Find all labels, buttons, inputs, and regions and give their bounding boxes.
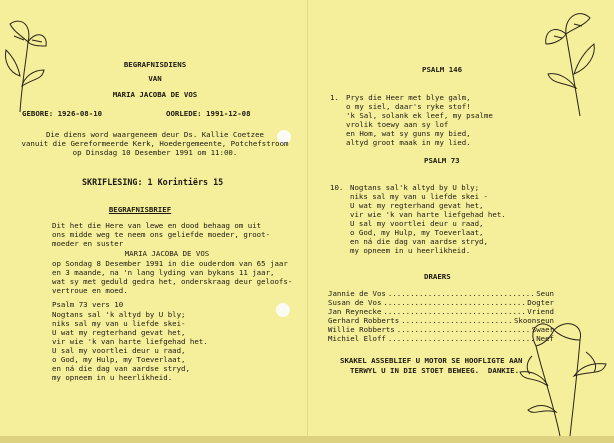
- psalm-146-line-4: vrolik toewy aan sy lof: [346, 120, 449, 129]
- psalm-line-1: Nogtans sal 'k altyd by U bly;: [52, 310, 186, 319]
- psalm-73-line-3: U wat my regterhand gevat het,: [350, 201, 484, 210]
- letter-heading: BEGRAFNISBRIEF: [108, 205, 172, 214]
- psalm-line-3: U wat my regterhand gevat het,: [52, 328, 186, 337]
- program-title: BEGRAFNISDIENS: [123, 60, 187, 69]
- psalm-73-title: PSALM 73: [424, 156, 460, 165]
- psalm-reference: Psalm 73 vers 10: [52, 300, 124, 309]
- bearer-name: Gerhard Robberts: [328, 316, 400, 325]
- psalm-line-2: niks sal my van u liefde skei-: [52, 319, 186, 328]
- bearer-name: Jannie de Vos: [328, 289, 386, 298]
- psalm-146-line-6: altyd groot maak in my lied.: [346, 138, 471, 147]
- leader-dots: [401, 317, 512, 326]
- bearer-relation: Skoonseun: [513, 316, 554, 325]
- psalm-73-line-8: my opneem in u heerlikheid.: [350, 246, 471, 255]
- psalm-line-8: my opneem in u heerlikheid.: [52, 373, 173, 382]
- bearer-relation: Dogter: [527, 298, 554, 307]
- bearer-relation: Neef: [536, 334, 554, 343]
- bearer-row: [328, 335, 554, 344]
- psalm-line-7: en ná die dag van aardse stryd,: [52, 364, 190, 373]
- letter-intro-1: Dit het die Here van lewe en dood behaag om uit: [52, 221, 262, 230]
- leader-dots: [388, 335, 534, 344]
- punch-hole-bottom: [276, 303, 290, 317]
- letter-intro-2: ons midde weg te neem ons geliefde moeder, groot-: [52, 230, 271, 239]
- service-line-3: op Dinsdag 10 Desember 1991 om 11:00.: [72, 148, 238, 157]
- letter-body-2: en 3 maande, na 'n lang lyding van bykans 11 jaar,: [52, 268, 275, 277]
- service-line-1: Die diens word waargeneem deur Ds. Kallie Coetzee: [45, 130, 265, 139]
- leader-dots: [383, 299, 525, 308]
- deceased-name: MARIA JACOBA DE VOS: [112, 90, 198, 99]
- letter-name: MARIA JACOBA DE VOS: [124, 249, 210, 258]
- psalm-73-line-4: vir wie 'k van harte liefgehad het.: [350, 210, 506, 219]
- leader-dots: [397, 326, 530, 335]
- psalm-line-6: o God, my Hulp, my Toeverlaat,: [52, 355, 186, 364]
- bearer-relation: Vriend: [527, 307, 554, 316]
- closing-note-line-1: SKAKEL ASSEBLIEF U MOTOR SE HOOFLIGTE AAN: [340, 356, 523, 365]
- service-line-2: vanuit die Gereformeerde Kerk, Hoedergemeente, Potchefstroom: [21, 139, 289, 148]
- psalm-73-verse-number: 10.: [330, 183, 344, 192]
- bearer-name: Susan de Vos: [328, 298, 382, 307]
- psalm-line-5: U sal my voortlei deur u raad,: [52, 346, 186, 355]
- fold-line: [307, 0, 308, 443]
- psalm-73-line-1: Nogtans sal'k altyd by U bly;: [350, 183, 480, 192]
- psalm-73-line-6: o God, my Hulp, my Toeverlaat,: [350, 228, 484, 237]
- psalm-146-line-1: Prys die Heer met blye galm,: [346, 93, 471, 102]
- leader-dots: [383, 308, 525, 317]
- van-label: VAN: [148, 74, 162, 83]
- letter-body-3: wat sy met geduld gedra het, onderskraag deur geloofs-: [52, 277, 293, 286]
- psalm-73-line-2: niks sal my van u liefde skei -: [350, 192, 488, 201]
- psalm-146-verse-number: 1.: [330, 93, 339, 102]
- psalm-73-line-5: U sal my voortlei deur u raad,: [350, 219, 484, 228]
- psalm-line-4: vir wie 'k van harte liefgehad het.: [52, 337, 208, 346]
- psalm-73-line-7: en ná die dag van aardse stryd,: [350, 237, 488, 246]
- bearer-relation: Swaer: [531, 325, 554, 334]
- letter-body-1: op Sondag 8 Desember 1991 in die ouderdom van 65 jaar: [52, 259, 288, 268]
- bearer-name: Willie Robberts: [328, 325, 395, 334]
- birth-date: GEBORE: 1926-08-10: [22, 109, 103, 118]
- letter-intro-3: moeder en suster: [52, 239, 124, 248]
- psalm-146-line-3: 'k Sal, solank ek leef, my psalme: [346, 111, 493, 120]
- bearer-relation: Seun: [536, 289, 554, 298]
- psalm-146-line-2: o my siel, daar's ryke stof!: [346, 102, 471, 111]
- psalm-146-line-5: en Hom, wat sy guns my bied,: [346, 129, 471, 138]
- closing-note-line-2: TERWYL U IN DIE STOET BEWEEG. DANKIE.: [350, 366, 520, 375]
- bearers-title: DRAERS: [424, 272, 451, 281]
- letter-body-4: vertroue en moed.: [52, 286, 128, 295]
- scripture-reading: SKRIFLESING: 1 Korintiërs 15: [82, 177, 224, 187]
- lily-illustration-top-right: [540, 8, 600, 120]
- bearer-name: Michiel Eloff: [328, 334, 386, 343]
- leader-dots: [388, 290, 534, 299]
- death-date: OORLEDE: 1991-12-08: [166, 109, 251, 118]
- bearer-name: Jan Reynecke: [328, 307, 382, 316]
- psalm-146-title: PSALM 146: [422, 65, 463, 74]
